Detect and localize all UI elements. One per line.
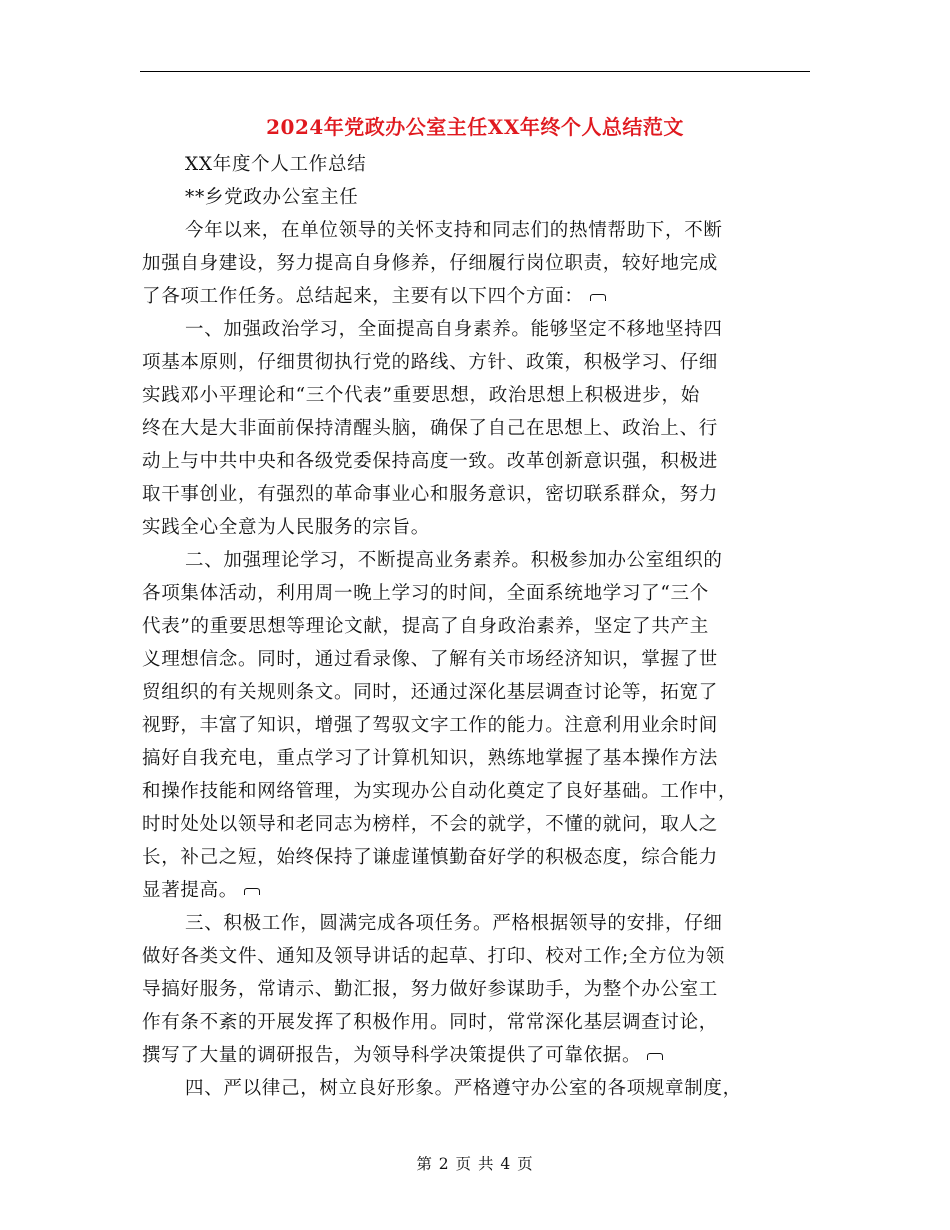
text-line xyxy=(142,874,812,907)
text-line: 实践全心全意为人民服务的宗旨。 xyxy=(142,517,431,538)
text-line: 时时处处以领导和老同志为榜样，不会的就学，不懂的就问，取人之 xyxy=(142,814,719,835)
text-line: 实践邓小平理论和“三个代表”重要思想，政治思想上积极进步，始 xyxy=(142,385,700,406)
text-line: 四、严以律己，树立良好形象。严格遵守办公室的各项规章制度， xyxy=(185,1078,742,1099)
text-line: 搞好自我充电，重点学习了计算机知识，熟练地掌握了基本操作方法 xyxy=(142,748,719,769)
text-line: 三、积极工作，圆满完成各项任务。严格根据领导的安排，仔细 xyxy=(185,913,723,934)
paragraph-mark-icon xyxy=(590,294,606,301)
text-line: 视野，丰富了知识，增强了驾驭文字工作的能力。注意利用业余时间 xyxy=(142,715,719,736)
text-segment: 撰写了大量的调研报告，为领导科学决策提供了可靠依据。 xyxy=(142,1045,642,1066)
text-line: 二、加强理论学习，不断提高业务素养。积极参加办公室组织的 xyxy=(185,550,723,571)
text-segment: 了各项工作任务。总结起来，主要有以下四个方面： xyxy=(142,286,584,307)
document-body xyxy=(142,148,812,1105)
text-segment: 显著提高。 xyxy=(142,880,239,901)
text-line: 各项集体活动，利用周一晚上学习的时间，全面系统地学习了“三个 xyxy=(142,583,709,604)
text-line: 做好各类文件、通知及领导讲话的起草、打印、校对工作;全方位为领 xyxy=(142,946,725,967)
text-line: 取干事创业，有强烈的革命事业心和服务意识，密切联系群众，努力 xyxy=(142,484,719,505)
text-line: 长，补己之短，始终保持了谦虚谨慎勤奋好学的积极态度，综合能力 xyxy=(142,847,719,868)
text-line xyxy=(142,1039,812,1072)
header-rule xyxy=(140,71,810,72)
text-line: 代表”的重要思想等理论文献，提高了自身政治素养，坚定了共产主 xyxy=(142,616,709,637)
document-title: 2024年党政办公室主任XX年终个人总结范文 xyxy=(266,115,684,139)
text-line: 终在大是大非面前保持清醒头脑，确保了自己在思想上、政治上、行 xyxy=(142,418,719,439)
text-line: 项基本原则，仔细贯彻执行党的路线、方针、政策，积极学习、仔细 xyxy=(142,352,719,373)
text-line: 今年以来，在单位领导的关怀支持和同志们的热情帮助下，不断 xyxy=(185,220,723,241)
page-number-footer: 第 2 页 共 4 页 xyxy=(416,1155,534,1173)
text-line: 作有条不紊的开展发挥了积极作用。同时，常常深化基层调查讨论， xyxy=(142,1012,719,1033)
text-line: 贸组织的有关规则条文。同时，还通过深化基层调查讨论等，拓宽了 xyxy=(142,682,719,703)
text-line: 加强自身建设，努力提高自身修养，仔细履行岗位职责，较好地完成 xyxy=(142,253,719,274)
text-line xyxy=(142,280,812,313)
text-line: 和操作技能和网络管理，为实现办公自动化奠定了良好基础。工作中， xyxy=(142,781,738,802)
text-line: **乡党政办公室主任 xyxy=(185,187,359,208)
paragraph-mark-icon xyxy=(647,1053,663,1060)
text-line: 义理想信念。同时，通过看录像、了解有关市场经济知识，掌握了世 xyxy=(142,649,719,670)
text-line: 一、加强政治学习，全面提高自身素养。能够坚定不移地坚持四 xyxy=(185,319,723,340)
text-line: 导搞好服务，常请示、勤汇报，努力做好参谋助手，为整个办公室工 xyxy=(142,979,719,1000)
text-line: XX年度个人工作总结 xyxy=(185,154,367,175)
text-line: 动上与中共中央和各级党委保持高度一致。改革创新意识强，积极进 xyxy=(142,451,719,472)
paragraph-mark-icon xyxy=(244,888,260,895)
